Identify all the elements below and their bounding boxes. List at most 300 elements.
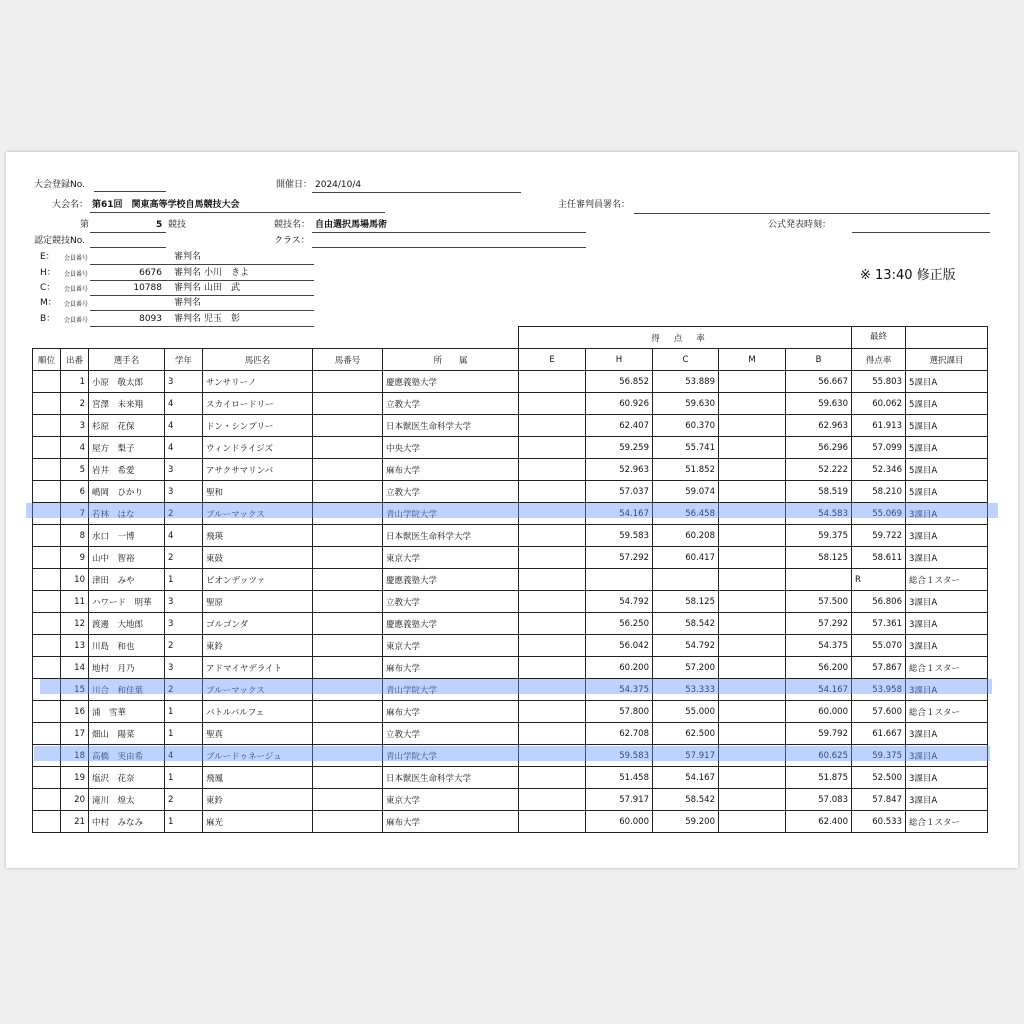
cell-grade: 3 <box>165 481 203 503</box>
cell-m <box>719 503 786 525</box>
cell-bib: 4 <box>61 437 89 459</box>
cell-rank <box>33 591 61 613</box>
table-row <box>33 591 988 613</box>
cell-c: 51.852 <box>653 459 719 481</box>
cell-grade: 3 <box>165 613 203 635</box>
cell-grade: 4 <box>165 437 203 459</box>
cell-b: 59.630 <box>786 393 852 415</box>
cell-b: 56.667 <box>786 371 852 393</box>
cell-bib: 2 <box>61 393 89 415</box>
cell-rider: 中村 みなみ <box>89 811 165 833</box>
table-row <box>33 635 988 657</box>
table-row <box>33 811 988 833</box>
event-prefix: 第 <box>80 220 90 230</box>
cell-subject: 3課目A <box>906 525 988 547</box>
cell-bib: 13 <box>61 635 89 657</box>
cell-b: 62.963 <box>786 415 852 437</box>
cell-h <box>586 569 653 591</box>
cell-affiliation: 青山学院大学 <box>383 679 519 701</box>
cell-h: 62.407 <box>586 415 653 437</box>
member-number: 8093 <box>139 314 162 324</box>
cell-e <box>519 415 586 437</box>
cell-horse: アドマイヤデライト <box>203 657 313 679</box>
cell-bib: 15 <box>61 679 89 701</box>
cell-horse-no <box>313 635 383 657</box>
table-row <box>33 613 988 635</box>
cell-m <box>719 745 786 767</box>
col-affiliation: 所 属 <box>383 349 519 371</box>
col-b: B <box>786 349 852 371</box>
tournament-line <box>90 212 385 213</box>
cell-rank <box>33 811 61 833</box>
table-row <box>33 437 988 459</box>
cell-e <box>519 525 586 547</box>
judge-name: 山田 武 <box>204 283 241 293</box>
cell-b: 59.792 <box>786 723 852 745</box>
cell-subject: 5課目A <box>906 459 988 481</box>
cell-affiliation: 立教大学 <box>383 591 519 613</box>
cell-h: 60.200 <box>586 657 653 679</box>
cell-final: 60.062 <box>852 393 906 415</box>
cell-rank <box>33 393 61 415</box>
cell-rank <box>33 745 61 767</box>
cell-final: 58.611 <box>852 547 906 569</box>
cell-c: 60.370 <box>653 415 719 437</box>
cell-bib: 16 <box>61 701 89 723</box>
cell-horse-no <box>313 701 383 723</box>
cell-horse-no <box>313 393 383 415</box>
col-horse-no: 馬番号 <box>313 349 383 371</box>
cell-affiliation: 中央大学 <box>383 437 519 459</box>
col-final: 得点率 <box>852 349 906 371</box>
event-name-label: 競技名： <box>274 220 311 230</box>
cell-rank <box>33 481 61 503</box>
cell-horse-no <box>313 371 383 393</box>
announce-time-line <box>852 232 990 233</box>
col-rider: 選手名 <box>89 349 165 371</box>
cell-m <box>719 437 786 459</box>
cell-c <box>653 569 719 591</box>
table-row <box>33 657 988 679</box>
cell-rank <box>33 789 61 811</box>
cell-e <box>519 701 586 723</box>
cell-c: 53.333 <box>653 679 719 701</box>
cell-final: 58.210 <box>852 481 906 503</box>
judge-position: E： <box>40 252 55 262</box>
cell-e <box>519 459 586 481</box>
cell-subject: 3課目A <box>906 591 988 613</box>
cell-m <box>719 767 786 789</box>
cell-bib: 18 <box>61 745 89 767</box>
cell-rank <box>33 437 61 459</box>
cell-affiliation: 青山学院大学 <box>383 745 519 767</box>
cell-final: 52.346 <box>852 459 906 481</box>
cell-bib: 9 <box>61 547 89 569</box>
cell-affiliation: 慶應義塾大学 <box>383 613 519 635</box>
cell-grade: 3 <box>165 591 203 613</box>
cell-grade: 4 <box>165 525 203 547</box>
cell-horse-no <box>313 437 383 459</box>
cell-subject: 総合１スター <box>906 657 988 679</box>
judge-name: 小川 きよ <box>204 268 250 278</box>
cell-horse: ビオンデッツァ <box>203 569 313 591</box>
table-row <box>33 789 988 811</box>
event-name: 自由選択馬場馬術 <box>315 220 388 230</box>
cell-grade: 2 <box>165 635 203 657</box>
member-number: 10788 <box>133 283 162 293</box>
cell-grade: 4 <box>165 393 203 415</box>
cell-e <box>519 481 586 503</box>
cell-final: 59.375 <box>852 745 906 767</box>
col-c: C <box>653 349 719 371</box>
cell-e <box>519 745 586 767</box>
cell-rank <box>33 723 61 745</box>
cell-horse-no <box>313 789 383 811</box>
event-name-line <box>312 232 586 233</box>
cell-subject: 総合１スター <box>906 701 988 723</box>
member-number-label: 会員番号 <box>64 255 89 262</box>
results-sheet <box>6 152 1018 868</box>
cell-c: 53.889 <box>653 371 719 393</box>
cell-rank <box>33 547 61 569</box>
cell-rider: 地村 月乃 <box>89 657 165 679</box>
cell-bib: 6 <box>61 481 89 503</box>
cell-m <box>719 613 786 635</box>
cell-m <box>719 789 786 811</box>
cell-c: 59.200 <box>653 811 719 833</box>
member-number: 6676 <box>139 268 162 278</box>
table-row <box>33 525 988 547</box>
cell-b: 57.500 <box>786 591 852 613</box>
judge-position: M： <box>40 298 57 308</box>
cell-horse: 東鈴 <box>203 635 313 657</box>
col-h: H <box>586 349 653 371</box>
cell-horse: サンサリーノ <box>203 371 313 393</box>
cell-h: 57.917 <box>586 789 653 811</box>
cell-grade: 4 <box>165 745 203 767</box>
cell-affiliation: 東京大学 <box>383 789 519 811</box>
cell-b: 60.000 <box>786 701 852 723</box>
cell-c: 60.417 <box>653 547 719 569</box>
judge-line <box>90 310 314 311</box>
cell-horse: スカイロードリー <box>203 393 313 415</box>
cell-c: 58.542 <box>653 789 719 811</box>
cell-b: 52.222 <box>786 459 852 481</box>
cell-horse-no <box>313 723 383 745</box>
cell-final: 56.806 <box>852 591 906 613</box>
cell-h: 51.458 <box>586 767 653 789</box>
cell-m <box>719 415 786 437</box>
table-row <box>33 723 988 745</box>
cell-rank <box>33 569 61 591</box>
cell-horse-no <box>313 569 383 591</box>
cell-bib: 5 <box>61 459 89 481</box>
cell-horse: ブルーマックス <box>203 503 313 525</box>
cell-subject: 3課目A <box>906 503 988 525</box>
cell-subject: 3課目A <box>906 635 988 657</box>
cell-rank <box>33 503 61 525</box>
cell-rider: ハワード 明華 <box>89 591 165 613</box>
cell-h: 52.963 <box>586 459 653 481</box>
member-number-label: 会員番号 <box>64 317 89 324</box>
cell-horse-no <box>313 415 383 437</box>
cell-e <box>519 789 586 811</box>
judge-line <box>90 264 314 265</box>
cell-rider: 杉原 花保 <box>89 415 165 437</box>
cell-affiliation: 日本獣医生命科学大学 <box>383 767 519 789</box>
cell-m <box>719 459 786 481</box>
registration-label: 大会登録No. <box>34 180 85 190</box>
cell-rider: 畑山 陽菜 <box>89 723 165 745</box>
cell-h: 57.800 <box>586 701 653 723</box>
cell-m <box>719 591 786 613</box>
cell-bib: 8 <box>61 525 89 547</box>
cell-h: 56.042 <box>586 635 653 657</box>
cell-e <box>519 371 586 393</box>
cell-rank <box>33 679 61 701</box>
cell-final: 57.867 <box>852 657 906 679</box>
cell-rider: 嶋岡 ひかり <box>89 481 165 503</box>
cell-c: 54.167 <box>653 767 719 789</box>
chief-judge-label: 主任審判員署名： <box>558 200 631 210</box>
cell-horse-no <box>313 481 383 503</box>
cell-h: 54.375 <box>586 679 653 701</box>
cell-rank <box>33 415 61 437</box>
cell-rider: 若林 はな <box>89 503 165 525</box>
date-label: 開催日： <box>276 180 313 190</box>
table-row <box>33 679 988 701</box>
cell-horse-no <box>313 745 383 767</box>
cell-grade: 3 <box>165 657 203 679</box>
cell-e <box>519 679 586 701</box>
cell-rider: 山中 智裕 <box>89 547 165 569</box>
cell-horse: ゴルゴンダ <box>203 613 313 635</box>
cell-horse: ブルーマックス <box>203 679 313 701</box>
cell-rider: 渡邊 大地郎 <box>89 613 165 635</box>
cell-b <box>786 569 852 591</box>
cell-affiliation: 東京大学 <box>383 547 519 569</box>
cell-c: 54.792 <box>653 635 719 657</box>
cell-horse: 東鼓 <box>203 547 313 569</box>
cell-e <box>519 811 586 833</box>
table-row <box>33 415 988 437</box>
cell-affiliation: 東京大学 <box>383 635 519 657</box>
cell-horse: 飛瑛 <box>203 525 313 547</box>
cell-e <box>519 767 586 789</box>
cell-affiliation: 麻布大学 <box>383 459 519 481</box>
cell-rider: 屋方 梨子 <box>89 437 165 459</box>
cell-affiliation: 立教大学 <box>383 723 519 745</box>
cell-final: 57.847 <box>852 789 906 811</box>
cell-b: 59.375 <box>786 525 852 547</box>
cell-horse: 聖原 <box>203 591 313 613</box>
cell-m <box>719 547 786 569</box>
cell-final: 55.070 <box>852 635 906 657</box>
col-bib: 出番 <box>61 349 89 371</box>
revision-notice: ※ 13:40 修正版 <box>860 268 956 283</box>
cell-horse-no <box>313 547 383 569</box>
cell-horse: アサクサマリンバ <box>203 459 313 481</box>
cell-h: 54.792 <box>586 591 653 613</box>
cell-rank <box>33 525 61 547</box>
cell-affiliation: 立教大学 <box>383 481 519 503</box>
class-label: クラス： <box>274 236 310 246</box>
cell-c: 57.200 <box>653 657 719 679</box>
cell-m <box>719 481 786 503</box>
cell-rider: 水口 一博 <box>89 525 165 547</box>
judge-name-label: 審判名 <box>174 268 202 278</box>
col-horse: 馬匹名 <box>203 349 313 371</box>
cell-horse-no <box>313 613 383 635</box>
col-m: M <box>719 349 786 371</box>
table-row <box>33 503 988 525</box>
cell-horse-no <box>313 591 383 613</box>
col-grade: 学年 <box>165 349 203 371</box>
cell-horse: 飛鳳 <box>203 767 313 789</box>
cell-final: 57.099 <box>852 437 906 459</box>
cell-rider: 川島 和也 <box>89 635 165 657</box>
cell-grade: 1 <box>165 723 203 745</box>
cell-subject: 3課目A <box>906 789 988 811</box>
member-number-label: 会員番号 <box>64 301 89 308</box>
judge-line <box>90 280 314 281</box>
cell-subject: 5課目A <box>906 437 988 459</box>
cell-grade: 1 <box>165 701 203 723</box>
cell-h: 57.292 <box>586 547 653 569</box>
cell-grade: 1 <box>165 767 203 789</box>
cell-final: 52.500 <box>852 767 906 789</box>
cell-subject: 3課目A <box>906 723 988 745</box>
cell-bib: 19 <box>61 767 89 789</box>
certified-event-line <box>90 247 166 248</box>
cell-horse-no <box>313 459 383 481</box>
cell-c: 56.458 <box>653 503 719 525</box>
cell-bib: 17 <box>61 723 89 745</box>
cell-rank <box>33 701 61 723</box>
cell-affiliation: 立教大学 <box>383 393 519 415</box>
cell-b: 54.167 <box>786 679 852 701</box>
cell-subject: 3課目A <box>906 767 988 789</box>
event-suffix: 競技 <box>168 220 187 230</box>
cell-horse: 東鈴 <box>203 789 313 811</box>
cell-m <box>719 525 786 547</box>
cell-m <box>719 569 786 591</box>
judge-position: C： <box>40 283 56 293</box>
announce-time-label: 公式発表時刻： <box>768 220 832 230</box>
cell-affiliation: 日本獣医生命科学大学 <box>383 525 519 547</box>
cell-horse-no <box>313 657 383 679</box>
cell-rank <box>33 767 61 789</box>
cell-affiliation: 麻布大学 <box>383 657 519 679</box>
cell-c: 55.741 <box>653 437 719 459</box>
judge-name: 児玉 彰 <box>204 314 241 324</box>
cell-b: 54.375 <box>786 635 852 657</box>
cell-c: 58.125 <box>653 591 719 613</box>
cell-horse-no <box>313 525 383 547</box>
table-row <box>33 745 988 767</box>
cell-b: 60.625 <box>786 745 852 767</box>
cell-affiliation: 麻布大学 <box>383 811 519 833</box>
col-rank: 順位 <box>33 349 61 371</box>
cell-rank <box>33 613 61 635</box>
cell-affiliation: 麻布大学 <box>383 701 519 723</box>
header-row-top <box>33 327 988 349</box>
judge-line <box>90 295 314 296</box>
col-subject: 選択課目 <box>906 349 988 371</box>
cell-horse-no <box>313 679 383 701</box>
cell-m <box>719 657 786 679</box>
cell-bib: 1 <box>61 371 89 393</box>
table-row <box>33 701 988 723</box>
cell-subject: 総合１スター <box>906 811 988 833</box>
certified-event-label: 認定競技No. <box>34 236 85 246</box>
member-number-label: 会員番号 <box>64 271 89 278</box>
cell-final: 57.361 <box>852 613 906 635</box>
cell-b: 57.083 <box>786 789 852 811</box>
tournament-name: 第61回 関東高等学校自馬競技大会 <box>92 200 240 210</box>
cell-horse-no <box>313 811 383 833</box>
cell-subject: 3課目A <box>906 745 988 767</box>
cell-h: 56.250 <box>586 613 653 635</box>
cell-rank <box>33 657 61 679</box>
cell-m <box>719 635 786 657</box>
cell-grade: 2 <box>165 503 203 525</box>
cell-horse: 聖真 <box>203 723 313 745</box>
judge-name-label: 審判名 <box>174 252 202 262</box>
cell-final: R <box>852 569 906 591</box>
cell-horse-no <box>313 503 383 525</box>
cell-e <box>519 393 586 415</box>
member-number-label: 会員番号 <box>64 286 89 293</box>
cell-e <box>519 591 586 613</box>
judge-name-label: 審判名 <box>174 283 202 293</box>
cell-e <box>519 569 586 591</box>
cell-m <box>719 679 786 701</box>
cell-h: 60.926 <box>586 393 653 415</box>
cell-h: 59.259 <box>586 437 653 459</box>
cell-final: 60.533 <box>852 811 906 833</box>
table-row <box>33 569 988 591</box>
cell-bib: 20 <box>61 789 89 811</box>
cell-affiliation: 慶應義塾大学 <box>383 569 519 591</box>
class-line <box>312 247 586 248</box>
cell-grade: 3 <box>165 459 203 481</box>
score-rate-header: 得点率 <box>519 327 852 349</box>
cell-subject: 3課目A <box>906 679 988 701</box>
table-row <box>33 547 988 569</box>
cell-grade: 3 <box>165 371 203 393</box>
cell-horse: 麻光 <box>203 811 313 833</box>
date-value: 2024/10/4 <box>315 180 362 190</box>
cell-rank <box>33 635 61 657</box>
cell-subject: 3課目A <box>906 613 988 635</box>
cell-final: 57.600 <box>852 701 906 723</box>
cell-b: 56.296 <box>786 437 852 459</box>
cell-c: 57.917 <box>653 745 719 767</box>
cell-b: 57.292 <box>786 613 852 635</box>
cell-m <box>719 371 786 393</box>
table-row <box>33 481 988 503</box>
cell-rider: 塩沢 花奈 <box>89 767 165 789</box>
cell-final: 59.722 <box>852 525 906 547</box>
col-e: E <box>519 349 586 371</box>
cell-h: 56.852 <box>586 371 653 393</box>
cell-b: 51.875 <box>786 767 852 789</box>
cell-bib: 3 <box>61 415 89 437</box>
cell-bib: 7 <box>61 503 89 525</box>
cell-b: 58.519 <box>786 481 852 503</box>
cell-final: 61.913 <box>852 415 906 437</box>
